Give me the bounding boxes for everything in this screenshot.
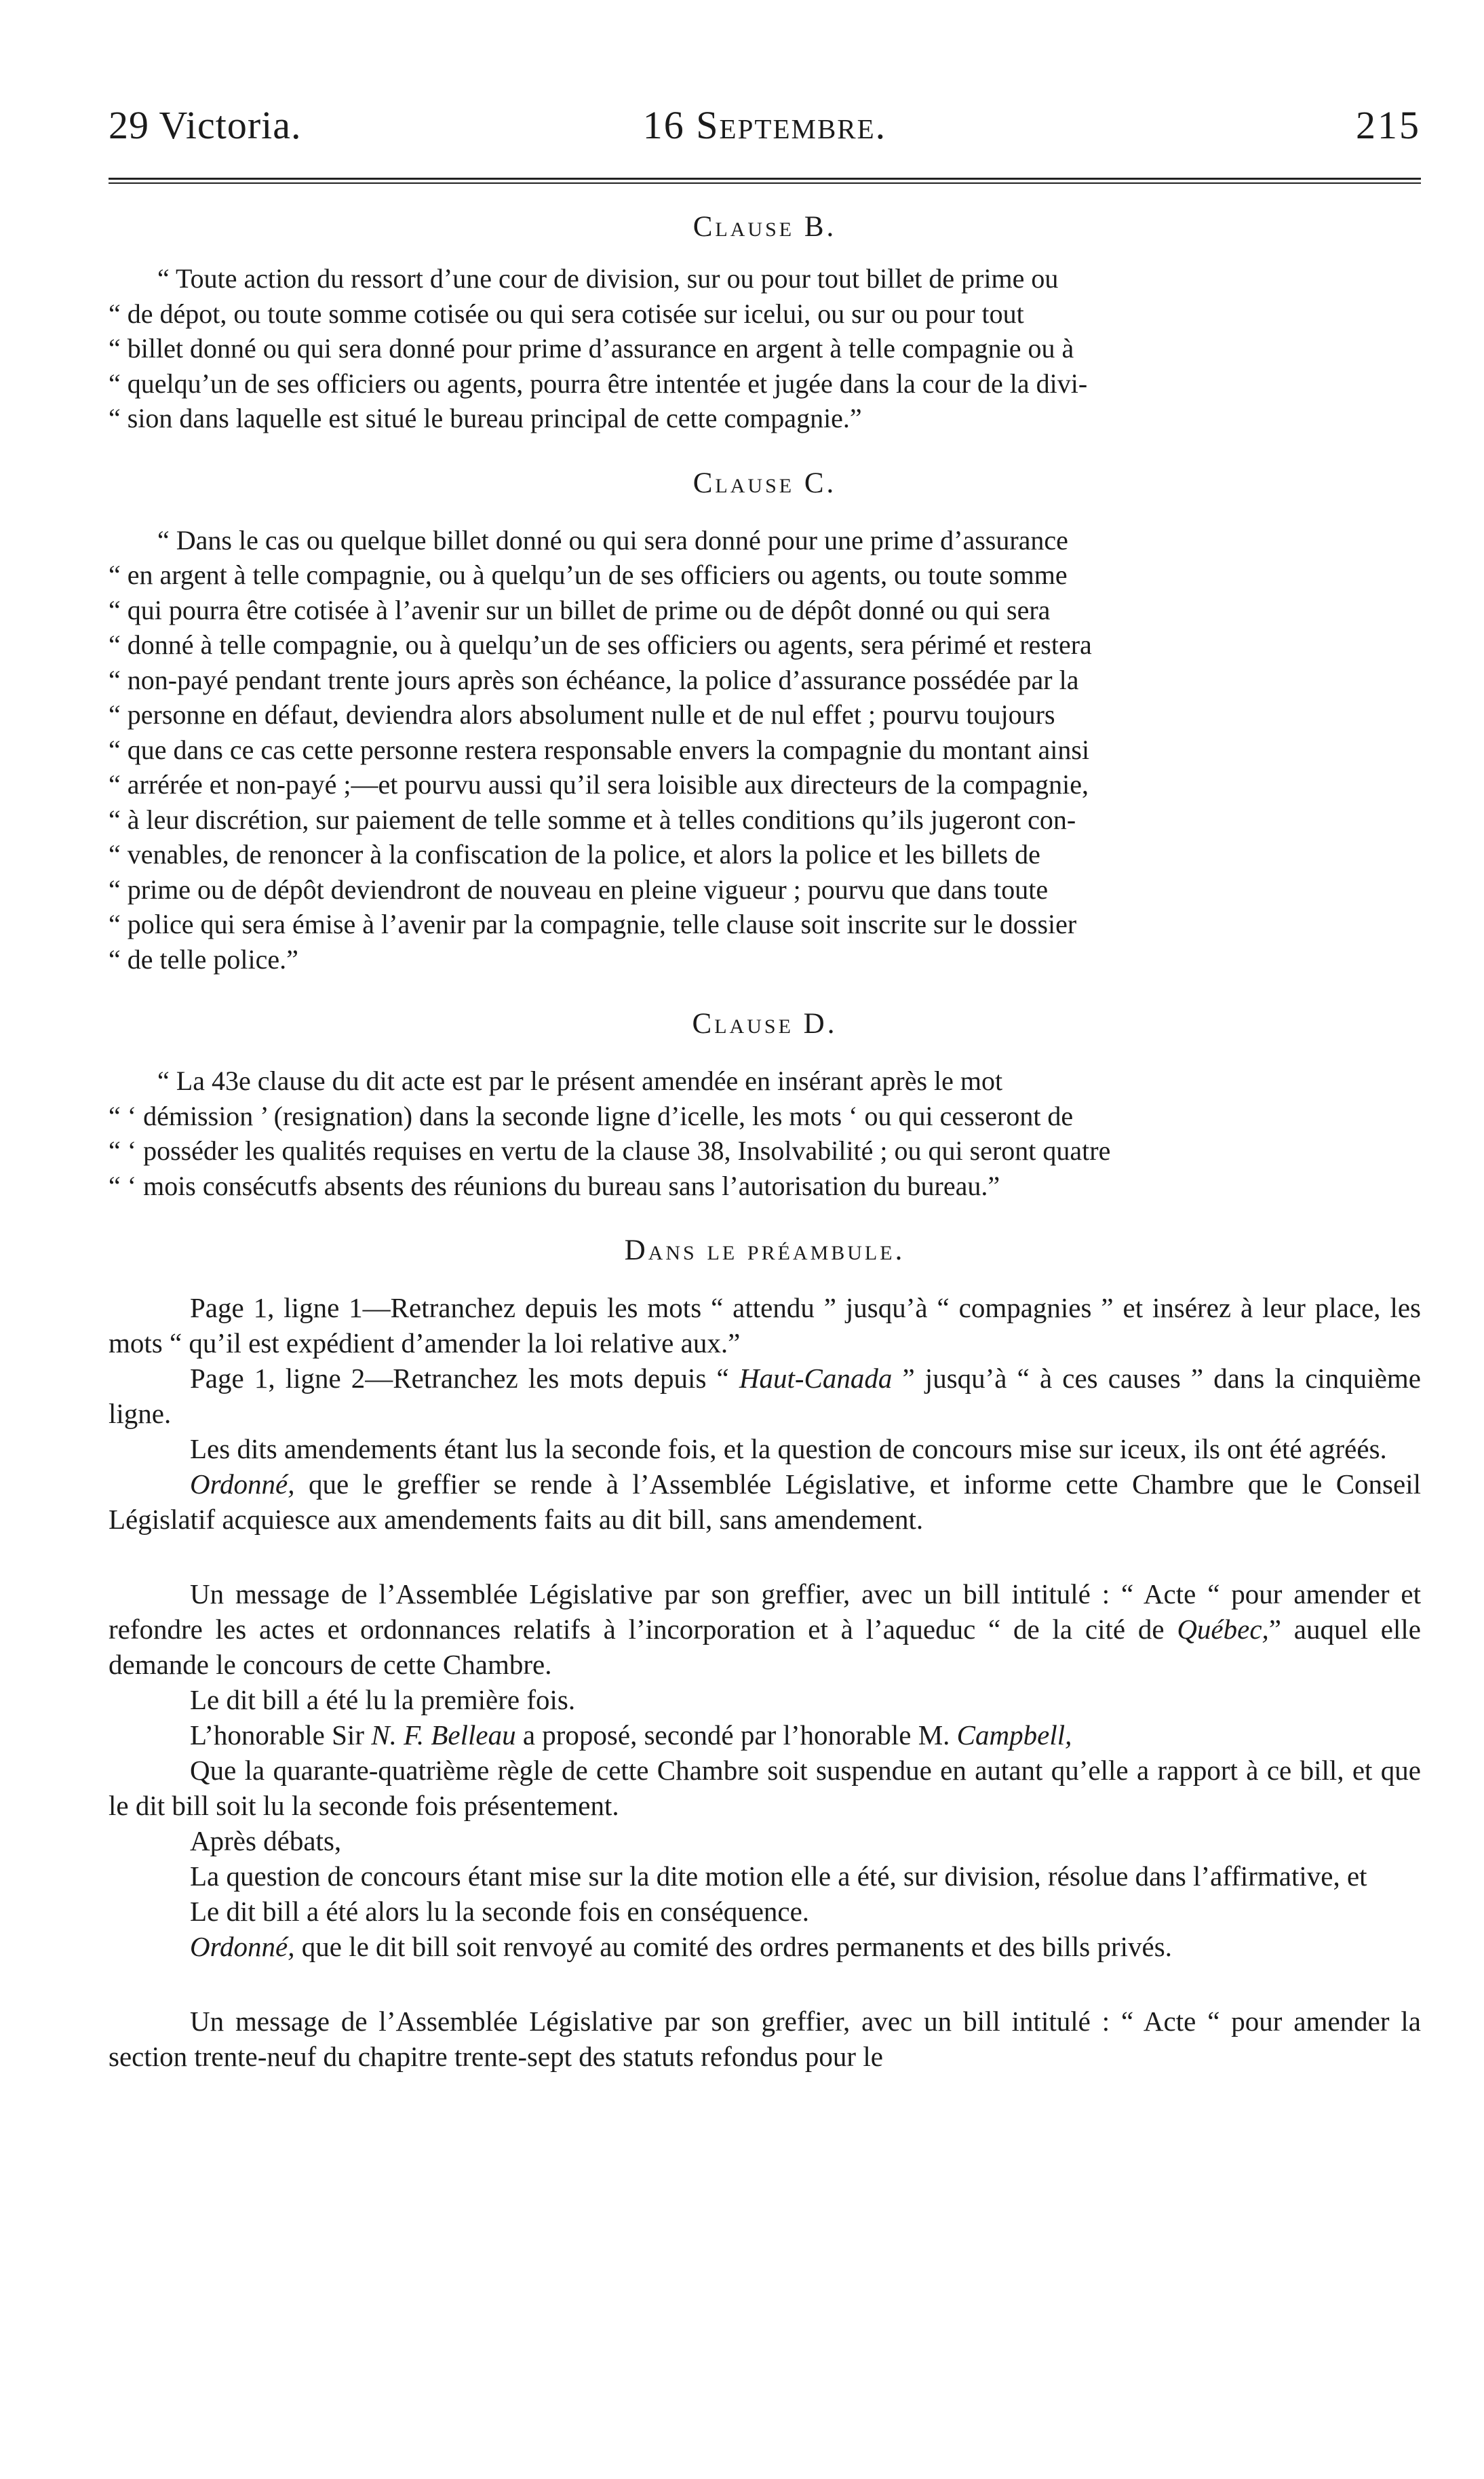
text-run: que le greffier se rende à l’Assemblée Législative, et informe cette Chambre que le Conseil Législatif acquiesce aux amendements faits au dit bill, sans amendement. (109, 1468, 1421, 1535)
message-1-para-4: Que la quarante-quatrième règle de cette Chambre soit suspendue en autant qu’elle a rapport à ce bill, et que le dit bill soit lu la seconde fois présentement. (109, 1755, 1421, 1821)
text-line: “ ‘ démission ’ (resignation) dans la seconde ligne d’icelle, les mots ‘ ou qui cesseront de (109, 1100, 1074, 1131)
text-run: que le dit bill soit renvoyé au comité des ordres permanents et des bills privés. (294, 1931, 1172, 1962)
text-run: Un message de l’Assemblée Législative par son greffier, avec un bill intitulé : “ Acte “ pour amender et refondre les actes et ordonnances relatifs à l’incorporation et à l’aqueduc “ de la cité de (109, 1578, 1421, 1645)
text-line: “ qui pourra être cotisée à l’avenir sur un billet de prime ou de dépôt donné ou qui sera (109, 594, 1051, 625)
message-1-para-2: Le dit bill a été lu la première fois. (190, 1684, 576, 1715)
text-line: “ Dans le cas ou quelque billet donné ou qui sera donné pour une prime d’assurance (157, 524, 1068, 555)
text-line: “ quelqu’un de ses officiers ou agents, pourra être intentée et jugée dans la cour de la divi- (109, 368, 1088, 399)
clause-d-title: Clause D. (692, 1008, 838, 1040)
text-run: ” auquel elle demande le concours de cette Chambre. (109, 1614, 1421, 1680)
place-name: Québec, (1177, 1614, 1269, 1645)
text-line: “ de dépot, ou toute somme cotisée ou qui sera cotisée sur icelui, ou sur ou pour tout (109, 298, 1024, 329)
text-run: ” jusqu’à “ à ces causes ” dans la cinquième ligne. (109, 1363, 1421, 1429)
text-line: “ donné à telle compagnie, ou à quelqu’un de ses officiers ou agents, sera périmé et restera (109, 629, 1092, 660)
text-line: “ ‘ posséder les qualités requises en vertu de la clause 38, Insolvabilité ; ou qui seront quatre (109, 1135, 1111, 1166)
page-number: 215 (1356, 103, 1421, 147)
text-run: a proposé, secondé par l’honorable M. (515, 1719, 957, 1751)
text-line: “ sion dans laquelle est situé le bureau principal de cette compagnie.” (109, 403, 862, 433)
preamble-para-4 (109, 1466, 1421, 1537)
text-line: “ La 43e clause du dit acte est par le présent amendée en insérant après le mot (157, 1066, 1003, 1096)
preamble-para-3: Les dits amendements étant lus la seconde fois, et la question de concours mise sur iceux, ils ont été agréés. (190, 1433, 1387, 1464)
message-1-para-8 (109, 1929, 1421, 1964)
ordonne: Ordonné, (190, 1468, 295, 1500)
message-1-para-6: La question de concours étant mise sur la dite motion elle a été, sur division, résolue dans l’affirmative, et (190, 1860, 1367, 1892)
page (109, 95, 1421, 2074)
header-rule (109, 178, 1421, 184)
clause-c-title: Clause C. (692, 467, 837, 499)
preamble-para-2 (109, 1361, 1421, 1431)
header-date: 16 Septembre. (642, 103, 887, 147)
message-1-para-1 (109, 1576, 1421, 1682)
text-line: “ prime ou de dépôt deviendront de nouveau en pleine vigueur ; pourvu que dans toute (109, 874, 1049, 905)
message-2 (109, 2004, 1421, 2074)
message-2-para-1: Un message de l’Assemblée Législative par son greffier, avec un bill intitulé : “ Acte “ pour amender la section trente-neuf du chapitre trente-sept des statuts refondus pour le (109, 2006, 1421, 2072)
preamble-para-1: Page 1, ligne 1—Retranchez depuis les mots “ attendu ” jusqu’à “ compagnies ” et insérez à leur place, les mots “ qu’il est expédient d’amender la loi relative aux.” (109, 1292, 1421, 1359)
preamble-section (109, 1290, 1421, 1537)
clause-b-title: Clause B. (692, 211, 837, 243)
text-line: “ personne en défaut, deviendra alors absolument nulle et de nul effet ; pourvu toujours (109, 699, 1055, 730)
message-1-para-3 (109, 1717, 1421, 1753)
person-name: Campbell, (956, 1719, 1072, 1751)
preamble-title: Dans le préambule. (624, 1234, 905, 1266)
message-1-para-5: Après débats, (190, 1825, 342, 1856)
message-1 (109, 1576, 1421, 1964)
person-name: N. F. Belleau (371, 1719, 516, 1751)
text-line: “ non-payé pendant trente jours après son échéance, la police d’assurance possédée par la (109, 664, 1079, 695)
clause-d-text (109, 1063, 1421, 1203)
text-line: “ que dans ce cas cette personne restera responsable envers la compagnie du montant ainsi (109, 734, 1090, 765)
clause-c-text (109, 523, 1421, 977)
text-line: “ de telle police.” (109, 943, 298, 975)
header-session: 29 Victoria. (109, 103, 302, 147)
text-line: “ arrérée et non-payé ;—et pourvu aussi qu’il sera loisible aux directeurs de la compagnie, (109, 769, 1089, 800)
text-run: L’honorable Sir (190, 1719, 372, 1751)
text-line: “ police qui sera émise à l’avenir par la compagnie, telle clause soit inscrite sur le dossier (109, 909, 1077, 939)
clause-b-text (109, 261, 1421, 436)
text-line: “ Toute action du ressort d’une cour de division, sur ou pour tout billet de prime ou (157, 263, 1059, 294)
running-header (109, 95, 1421, 156)
place-name: Haut-Canada (739, 1363, 893, 1394)
text-line: “ ‘ mois consécutfs absents des réunions du bureau sans l’autorisation du bureau.” (109, 1170, 1000, 1201)
message-1-para-7: Le dit bill a été alors lu la seconde fois en conséquence. (190, 1896, 810, 1927)
ordonne: Ordonné, (190, 1931, 295, 1962)
text-line: “ billet donné ou qui sera donné pour prime d’assurance en argent à telle compagnie ou à (109, 333, 1074, 364)
text-line: “ venables, de renoncer à la confiscation de la police, et alors la police et les billets de (109, 839, 1040, 870)
text-line: “ à leur discrétion, sur paiement de telle somme et à telles conditions qu’ils jugeront con- (109, 804, 1076, 835)
text-line: “ en argent à telle compagnie, ou à quelqu’un de ses officiers ou agents, ou toute somme (109, 560, 1068, 590)
text-run: Page 1, ligne 2—Retranchez les mots depuis “ (190, 1363, 739, 1394)
